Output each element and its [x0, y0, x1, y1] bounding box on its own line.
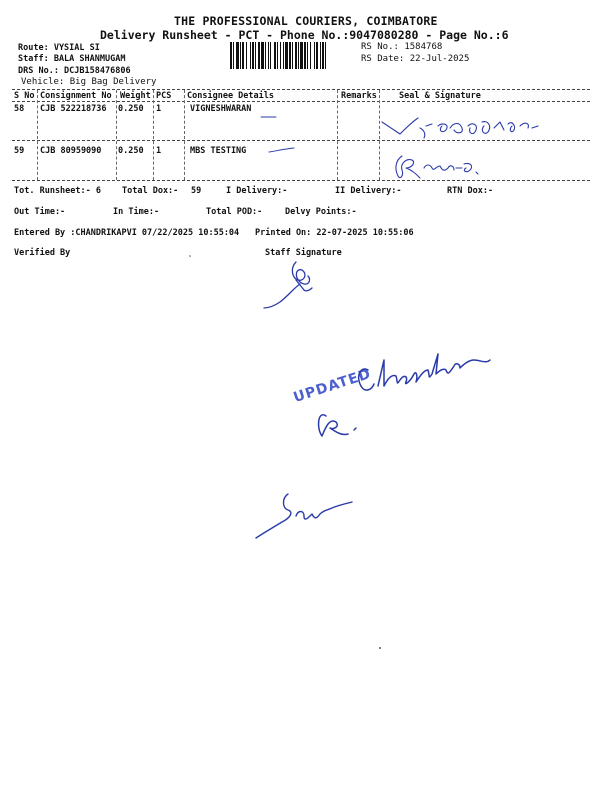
row-sno: 59: [14, 146, 25, 156]
ii-delivery: II Delivery:-: [335, 186, 402, 196]
barcode-bar: [292, 42, 293, 69]
barcode-bar: [236, 42, 239, 69]
barcode: [230, 42, 356, 69]
barcode-bar: [246, 42, 247, 69]
staff-signature-handwritten: [260, 258, 330, 318]
barcode-bar: [322, 42, 324, 69]
row-weight: 0.250: [118, 104, 144, 114]
col-sno: S No: [14, 91, 35, 101]
barcode-bar: [280, 42, 281, 69]
rs-date: RS Date: 22-Jul-2025: [361, 54, 470, 64]
i-delivery: I Delivery:-: [226, 186, 288, 196]
delvy-points: Delvy Points:-: [285, 207, 357, 217]
barcode-bar: [277, 42, 278, 69]
barcode-bar: [268, 42, 269, 69]
vehicle: Vehicle: Big Bag Delivery: [21, 77, 157, 87]
verified-by-label: Verified By: [14, 248, 71, 258]
row-consignee: VIGNESHWARAN: [190, 104, 252, 114]
barcode-bar: [230, 42, 232, 69]
barcode-bar: [270, 42, 271, 69]
in-time: In Time:-: [113, 207, 160, 217]
route: Route: VYSIAL SI: [18, 43, 100, 53]
barcode-bar: [242, 42, 244, 69]
printed-on: Printed On: 22-07-2025 10:55:06: [255, 228, 414, 238]
col-consignee: Consignee Details: [187, 91, 274, 101]
pen-mark: [260, 114, 280, 120]
rs-number: RS No.: 1584768: [361, 42, 443, 52]
row-consignment: CJB 522218736: [40, 104, 107, 114]
barcode-bar: [320, 42, 321, 69]
total-runsheet: Tot. Runsheet:- 6: [14, 186, 101, 196]
handwritten-mark: [252, 488, 362, 548]
barcode-bar: [261, 42, 264, 69]
entered-by: Entered By :CHANDRIKAPVI 07/22/2025 10:55:04: [14, 228, 240, 238]
barcode-bar: [307, 42, 308, 69]
barcode-bar: [258, 42, 260, 69]
row-consignment: CJB 80959090: [40, 146, 102, 156]
rtn-dox: RTN Dox:-: [447, 186, 494, 196]
table-top-rule: [12, 89, 590, 90]
barcode-bar: [285, 42, 288, 69]
barcode-bar: [325, 42, 326, 69]
barcode-bar: [274, 42, 276, 69]
barcode-bar: [240, 42, 241, 69]
barcode-bar: [300, 42, 303, 69]
barcode-bar: [316, 42, 318, 69]
approval-signature: [310, 330, 500, 440]
out-time: Out Time:-: [14, 207, 66, 217]
barcode-bar: [255, 42, 256, 69]
total-dox-label: Total Dox:-: [122, 186, 179, 196]
row-weight: 0.250: [118, 146, 144, 156]
row-sno: 58: [14, 104, 25, 114]
barcode-bar: [265, 42, 266, 69]
table-bottom-rule: [12, 180, 590, 181]
col-weight: Weight: [120, 91, 151, 101]
barcode-bar: [289, 42, 291, 69]
col-divider: [153, 90, 154, 180]
col-pcs: PCS: [156, 91, 172, 101]
col-seal-signature: Seal & Signature: [399, 91, 481, 101]
barcode-bar: [252, 42, 254, 69]
table-header-rule: [12, 101, 590, 102]
col-divider: [337, 90, 338, 180]
handwritten-signature-row-59: [390, 154, 490, 182]
scan-speck: [188, 254, 192, 258]
total-dox-value: 59: [191, 186, 202, 196]
col-divider: [184, 90, 185, 180]
col-remarks: Remarks: [341, 91, 377, 101]
col-divider: [116, 90, 117, 180]
barcode-bar: [304, 42, 306, 69]
scan-speck: [378, 646, 382, 650]
staff-signature-label: Staff Signature: [265, 248, 342, 258]
row-pcs: 1: [156, 104, 162, 114]
total-pod: Total POD:-: [206, 207, 263, 217]
barcode-bar: [233, 42, 234, 69]
barcode-bar: [310, 42, 311, 69]
runsheet-subtitle: Delivery Runsheet - PCT - Phone No.:9047080280 - Page No.:6: [100, 28, 509, 42]
pen-mark: [268, 146, 296, 154]
col-consignment: Consignment No: [40, 91, 112, 101]
barcode-bar: [298, 42, 299, 69]
updated-stamp: UPDATED: [291, 365, 374, 407]
row-consignee: MBS TESTING: [190, 146, 247, 156]
drs-number: DRS No.: DCJB158476806: [18, 66, 131, 76]
barcode-bar: [250, 42, 251, 69]
col-divider: [37, 90, 38, 180]
row-pcs: 1: [156, 146, 162, 156]
staff-name: Staff: BALA SHANMUGAM: [18, 54, 126, 64]
handwritten-signature-row-58: [380, 112, 555, 142]
barcode-bar: [283, 42, 284, 69]
company-title: THE PROFESSIONAL COURIERS, COIMBATORE: [174, 14, 438, 28]
barcode-bar: [295, 42, 297, 69]
barcode-bar: [314, 42, 315, 69]
